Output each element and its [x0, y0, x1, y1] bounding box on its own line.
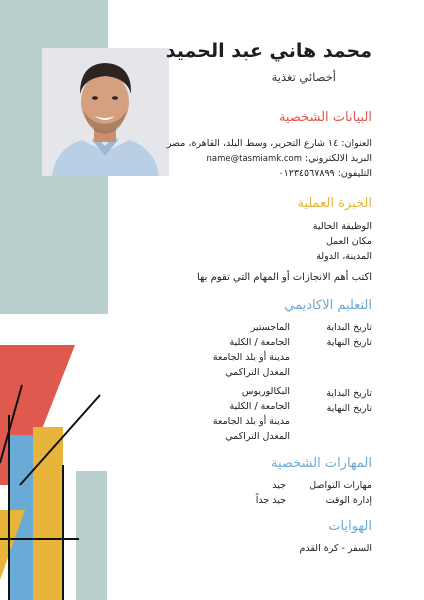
end-date-label: تاريخ النهاية [326, 403, 372, 414]
phone-label: التليفون: [337, 168, 372, 179]
experience-achievements: اكتب أهم الانجازات أو المهام التي تقوم بها [197, 272, 372, 283]
university: الجامعة / الكلية [229, 401, 290, 412]
degree: البكالوريوس [241, 386, 290, 397]
degree: الماجستير [250, 322, 290, 333]
address-label: العنوان: [341, 138, 372, 149]
university-location: مدينة أو بلد الجامعة [212, 416, 290, 427]
university: الجامعة / الكلية [229, 337, 290, 348]
email-value: name@tasmiamk.com [206, 154, 303, 164]
skill-name: إدارة الوقت [325, 495, 372, 506]
start-date-label: تاريخ البداية [326, 322, 372, 333]
phone-value: ٠١٢٣٤٥٦٧٨٩٩ [278, 168, 335, 179]
email-label: البريد الالكتروني: [305, 153, 372, 164]
skill-level: جيد جداً [255, 495, 286, 506]
experience-city: المدينة، الدولة [316, 251, 372, 262]
person-name: محمد هاني عبد الحميد [165, 40, 372, 62]
experience-workplace: مكان العمل [325, 236, 372, 247]
phone-row [279, 168, 372, 179]
person-title: أخصائي تغذية [271, 70, 336, 84]
education-heading: التعليم الاكاديمي [284, 298, 372, 313]
email-row [207, 153, 372, 164]
personal-info-heading: البيانات الشخصية [278, 110, 372, 125]
university-location: مدينة أو بلد الجامعة [212, 352, 290, 363]
profile-photo [42, 48, 169, 176]
teal-bar-shape [76, 471, 107, 600]
skill-name: مهارات التواصل [309, 480, 372, 491]
gpa: المعدل التراكمي [225, 367, 290, 378]
hobbies-heading: الهوايات [328, 519, 372, 534]
address-value: ١٤ شارع التحرير، وسط البلد، القاهرة، مصر [166, 138, 339, 149]
skill-level: جيد [272, 480, 286, 491]
skills-heading: المهارات الشخصية [270, 456, 372, 471]
end-date-label: تاريخ النهاية [326, 337, 372, 348]
decorative-geometric-art [0, 345, 110, 600]
gpa: المعدل التراكمي [225, 431, 290, 442]
address-row [167, 138, 372, 149]
hobbies-text: السفر - كرة القدم [299, 543, 372, 554]
experience-heading: الخبرة العملية [297, 196, 372, 211]
experience-job: الوظيفة الحالية [312, 221, 372, 232]
start-date-label: تاريخ البداية [326, 388, 372, 399]
